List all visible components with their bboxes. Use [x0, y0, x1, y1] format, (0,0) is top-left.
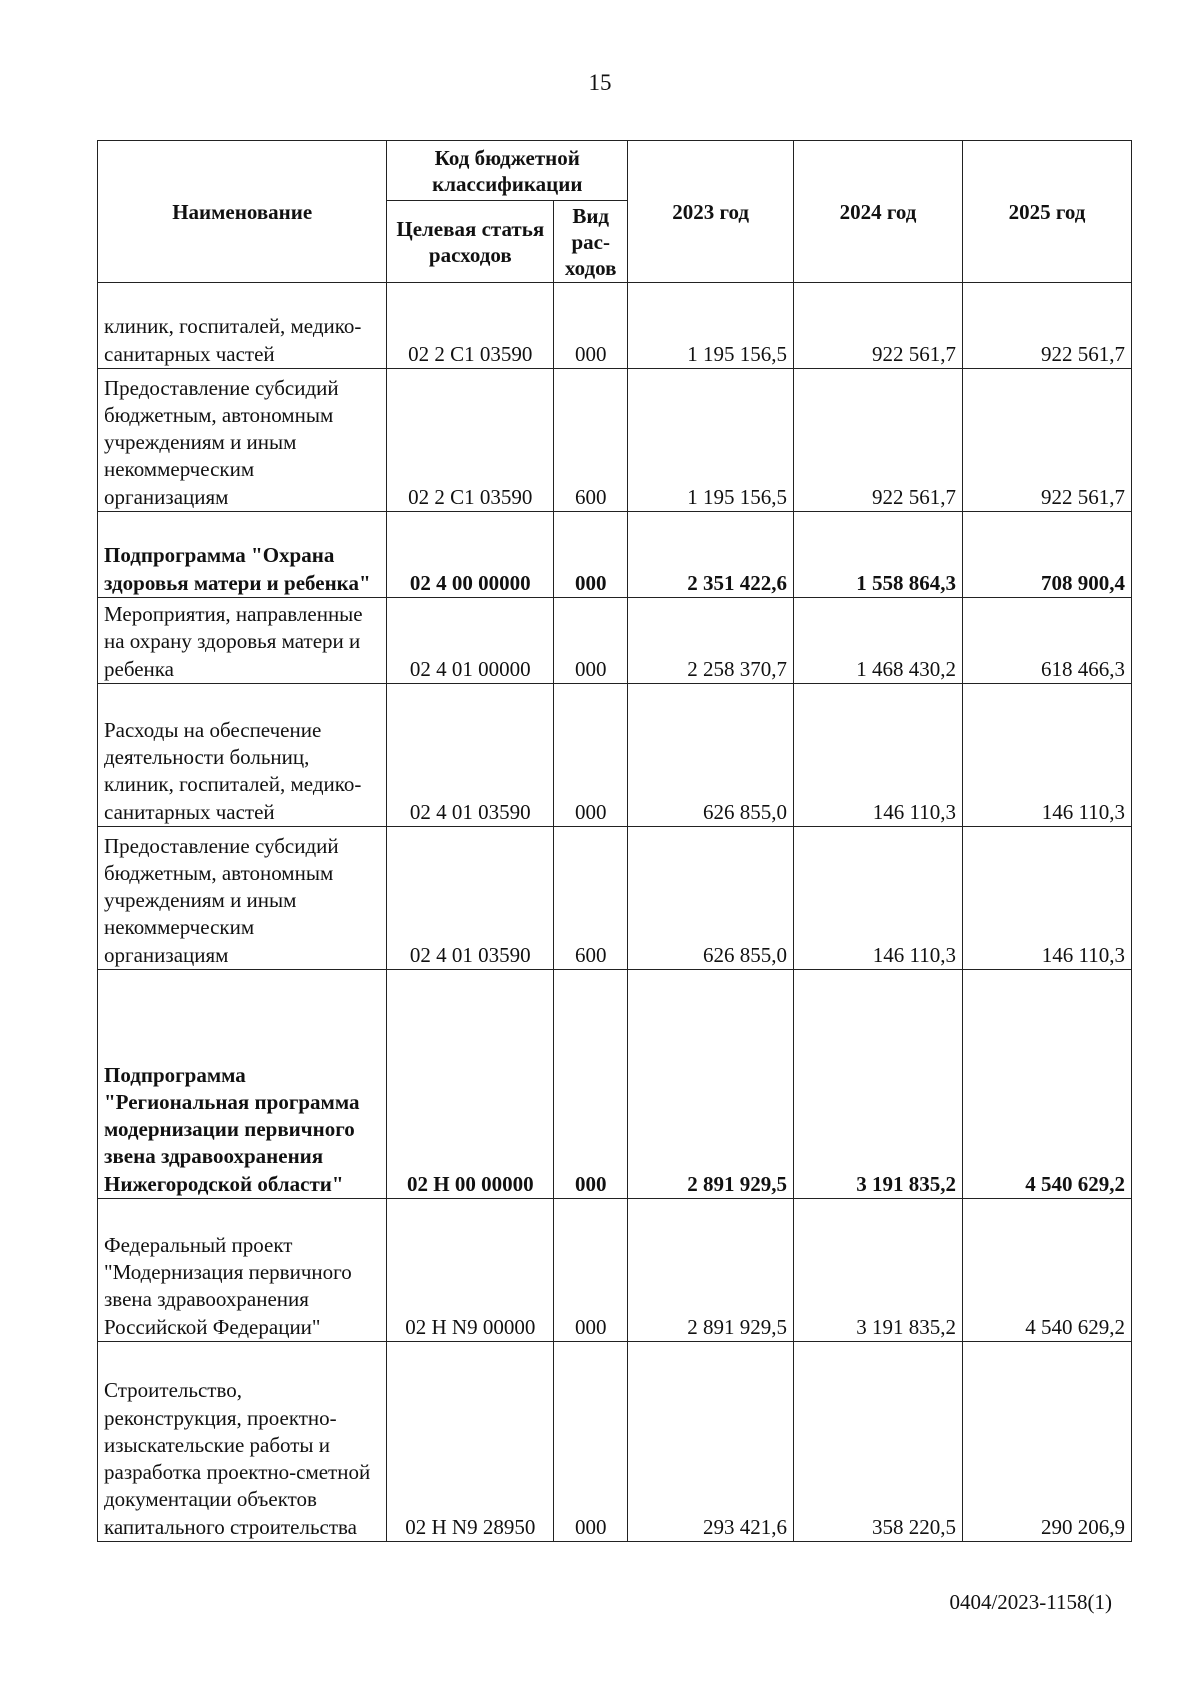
row-name: клиник, госпиталей, медико-санитарных частей: [98, 283, 387, 369]
row-code: 02 2 С1 03590: [387, 283, 554, 369]
row-type: 600: [554, 827, 628, 970]
row-2025: 4 540 629,2: [962, 970, 1131, 1199]
row-name: Расходы на обеспечение деятельности больниц, клиник, госпиталей, медико-санитарных частей: [98, 684, 387, 827]
table-row: [98, 684, 1132, 827]
row-name: Подпрограмма "Охрана здоровья матери и ребенка": [98, 512, 387, 598]
table-row: [98, 283, 1132, 369]
row-2023: 626 855,0: [628, 684, 794, 827]
row-code: 02 Н N9 00000: [387, 1199, 554, 1342]
table-row: [98, 598, 1132, 684]
row-2023: 2 891 929,5: [628, 1199, 794, 1342]
row-name: Предоставление субсидий бюджетным, автономным учреждениям и иным некоммерческим организациям: [98, 369, 387, 512]
row-name: Мероприятия, направленные на охрану здоровья матери и ребенка: [98, 598, 387, 684]
table-row: [98, 827, 1132, 970]
document-code: 0404/2023-1158(1): [949, 1590, 1112, 1614]
row-name: Строительство, реконструкция, проектно-изыскательские работы и разработка проектно-сметной документации объектов капитального строительства: [98, 1342, 387, 1542]
row-type: 000: [554, 1342, 628, 1542]
row-2024: 358 220,5: [793, 1342, 962, 1542]
row-type: 000: [554, 283, 628, 369]
row-code: 02 2 С1 03590: [387, 369, 554, 512]
row-2023: 2 891 929,5: [628, 970, 794, 1199]
table-row-subprogram: [98, 970, 1132, 1199]
header-type: Вид рас-ходов: [554, 201, 628, 283]
table-row: [98, 369, 1132, 512]
row-2024: 146 110,3: [793, 684, 962, 827]
row-2023: 2 351 422,6: [628, 512, 794, 598]
row-2025: 4 540 629,2: [962, 1199, 1131, 1342]
row-2025: 146 110,3: [962, 684, 1131, 827]
row-2025: 708 900,4: [962, 512, 1131, 598]
row-name: Подпрограмма "Региональная программа модернизации первичного звена здравоохранения Нижегородской области": [98, 970, 387, 1199]
row-type: 000: [554, 684, 628, 827]
header-2025: 2025 год: [962, 141, 1131, 283]
page-number: 15: [588, 70, 612, 95]
row-2024: 3 191 835,2: [793, 1199, 962, 1342]
row-type: 000: [554, 598, 628, 684]
header-2023: 2023 год: [628, 141, 794, 283]
budget-table: [97, 140, 1132, 1542]
row-2023: 2 258 370,7: [628, 598, 794, 684]
header-kbk: Код бюджетной классификации: [387, 141, 628, 201]
row-2024: 1 468 430,2: [793, 598, 962, 684]
row-2023: 1 195 156,5: [628, 369, 794, 512]
row-2025: 922 561,7: [962, 369, 1131, 512]
row-code: 02 4 01 03590: [387, 684, 554, 827]
table-row: [98, 1199, 1132, 1342]
header-2024: 2024 год: [793, 141, 962, 283]
row-2025: 146 110,3: [962, 827, 1131, 970]
row-2025: 922 561,7: [962, 283, 1131, 369]
row-2024: 1 558 864,3: [793, 512, 962, 598]
row-type: 000: [554, 512, 628, 598]
row-2023: 293 421,6: [628, 1342, 794, 1542]
table-row: [98, 1342, 1132, 1542]
row-2024: 3 191 835,2: [793, 970, 962, 1199]
row-name: Федеральный проект "Модернизация первичного звена здравоохранения Российской Федерации": [98, 1199, 387, 1342]
header-name: Наименование: [98, 141, 387, 283]
row-code: 02 4 00 00000: [387, 512, 554, 598]
row-2024: 922 561,7: [793, 283, 962, 369]
row-2023: 1 195 156,5: [628, 283, 794, 369]
row-code: 02 4 01 03590: [387, 827, 554, 970]
row-2023: 626 855,0: [628, 827, 794, 970]
row-2025: 290 206,9: [962, 1342, 1131, 1542]
header-target: Целевая статья расходов: [387, 201, 554, 283]
row-2024: 922 561,7: [793, 369, 962, 512]
row-code: 02 4 01 00000: [387, 598, 554, 684]
row-name: Предоставление субсидий бюджетным, автономным учреждениям и иным некоммерческим организациям: [98, 827, 387, 970]
row-code: 02 Н N9 28950: [387, 1342, 554, 1542]
row-2024: 146 110,3: [793, 827, 962, 970]
table-row-subprogram: [98, 512, 1132, 598]
row-type: 600: [554, 369, 628, 512]
row-2025: 618 466,3: [962, 598, 1131, 684]
row-type: 000: [554, 970, 628, 1199]
row-type: 000: [554, 1199, 628, 1342]
row-code: 02 Н 00 00000: [387, 970, 554, 1199]
